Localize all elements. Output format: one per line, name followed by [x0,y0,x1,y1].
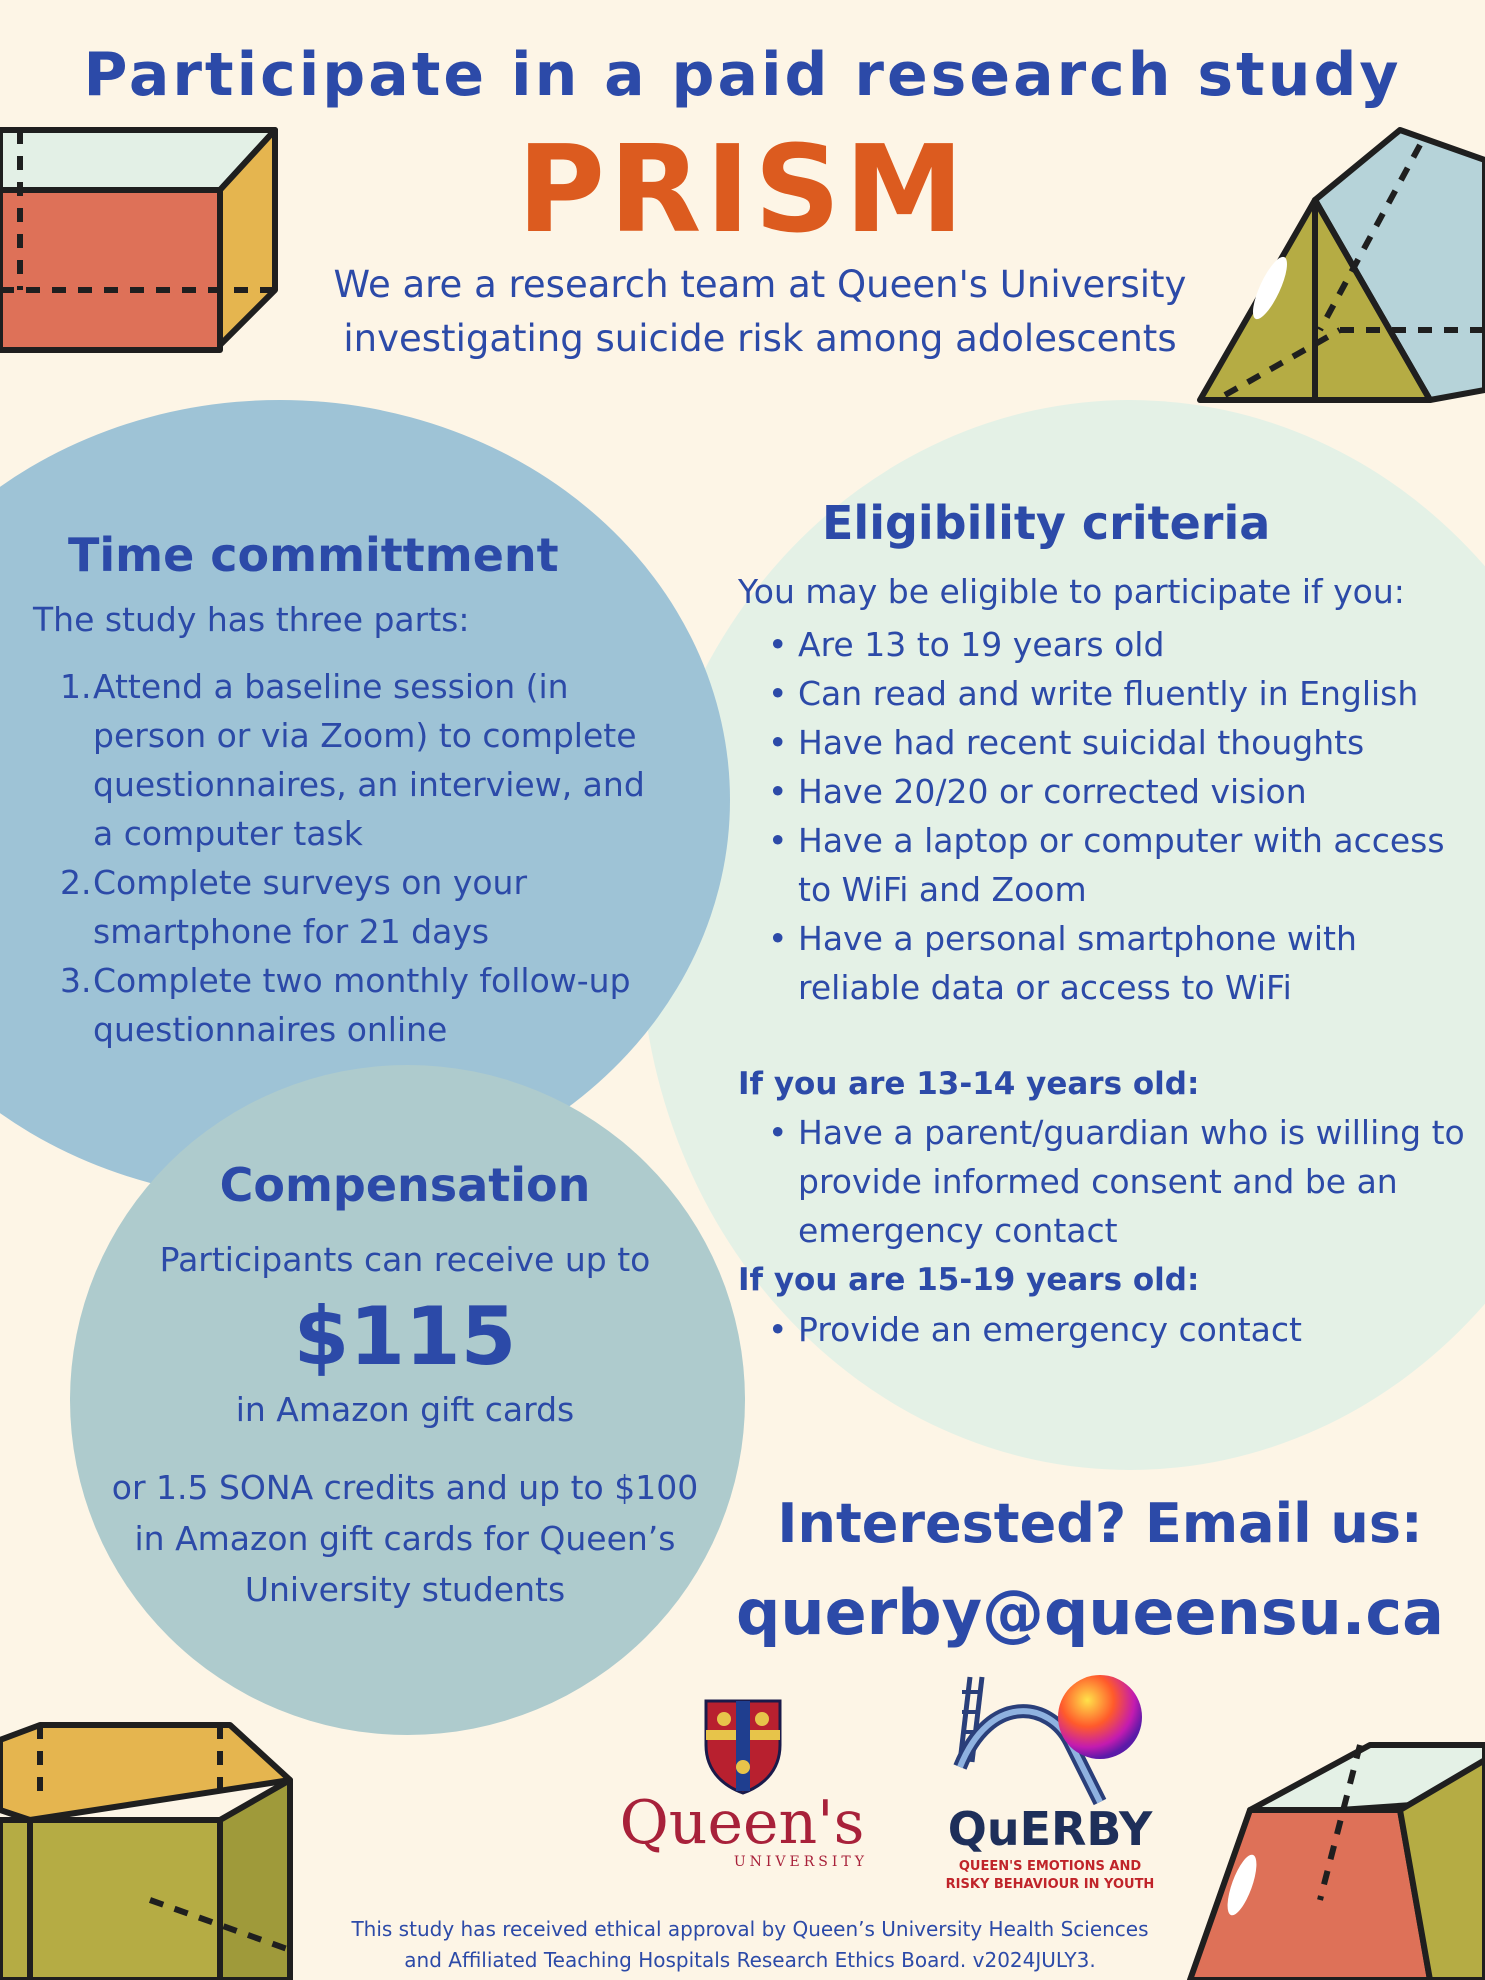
querby-subtext-line-1: QUEEN'S EMOTIONS AND [958,1859,1142,1874]
list-item [60,858,660,956]
list-text: Complete two monthly follow-up questionnaires online [93,961,631,1049]
list-text: Complete surveys on your smartphone for 21 days [93,863,528,951]
study-name: PRISM [517,121,968,260]
querby-logo-icon [950,1672,1150,1807]
querby-logo-subtext [930,1858,1170,1894]
list-text: Attend a baseline session (in person or via Zoom) to complete questionnaires, an interview, and a computer task [93,667,645,853]
list-item: • Have a parent/guardian who is willing to provide informed consent and be an emergency contact [768,1108,1478,1255]
compensation-title: Compensation [219,1158,591,1212]
list-item: • Provide an emergency contact [768,1305,1478,1354]
queens-logo-text: Queen's [619,1788,865,1858]
list-number: 3. [60,961,92,1000]
list-item: • Have had recent suicidal thoughts [768,718,1478,767]
compensation-line-1: Participants can receive up to [159,1240,651,1279]
headline: Participate in a paid research study [83,40,1402,110]
list-item: • Are 13 to 19 years old [768,620,1478,669]
list-item: • Have 20/20 or corrected vision [768,767,1478,816]
age-15-19-heading: If you are 15-19 years old: [738,1262,1200,1298]
intro-line-1: We are a research team at Queen's University [333,263,1187,306]
list-number: 2. [60,863,92,902]
list-item: • Can read and write fluently in English [768,669,1478,718]
queens-logo-subtext: UNIVERSITY [733,1854,868,1870]
age-13-14-heading: If you are 13-14 years old: [738,1066,1200,1102]
contact-email-link[interactable]: querby@queensu.ca [736,1576,1444,1649]
list-number: 1. [60,667,92,706]
compensation-alternative: or 1.5 SONA credits and up to $100 in Amazon gift cards for Queen’s University students [111,1468,699,1609]
eligibility-intro: You may be eligible to participate if you: [738,572,1405,611]
compensation-line-2: in Amazon gift cards [235,1390,575,1429]
contact-prompt: Interested? Email us: [777,1492,1423,1555]
trapezoid-shape-bottom-right [1190,1745,1485,1980]
time-commitment-list [60,662,660,1054]
eligibility-list [768,620,1478,1012]
list-item: • Have a laptop or computer with access to WiFi and Zoom [768,816,1478,914]
time-commitment-intro: The study has three parts: [33,600,470,639]
compensation-amount: $115 [293,1290,517,1383]
list-item [60,956,660,1054]
queens-crest-icon [700,1695,786,1795]
intro-line-2: investigating suicide risk among adolescents [343,317,1177,360]
eligibility-title: Eligibility criteria [822,496,1271,550]
age-13-14-list [768,1108,1478,1255]
list-item [60,662,660,858]
querby-logo-text: QuERBY [947,1802,1153,1856]
querby-subtext-line-2: RISKY BEHAVIOUR IN YOUTH [945,1877,1155,1892]
time-commitment-title: Time committment [68,528,559,582]
list-item: • Have a personal smartphone with reliable data or access to WiFi [768,914,1478,1012]
footer-line-1: This study has received ethical approval by Queen’s University Health Sciences [351,1917,1149,1941]
intro-text [260,258,1260,366]
ethics-footer [280,1914,1220,1976]
hex-prism-shape-bottom-left [0,1725,290,1980]
age-15-19-list [768,1305,1478,1354]
footer-line-2: and Affiliated Teaching Hospitals Research Ethics Board. v2024JULY3. [404,1948,1096,1972]
